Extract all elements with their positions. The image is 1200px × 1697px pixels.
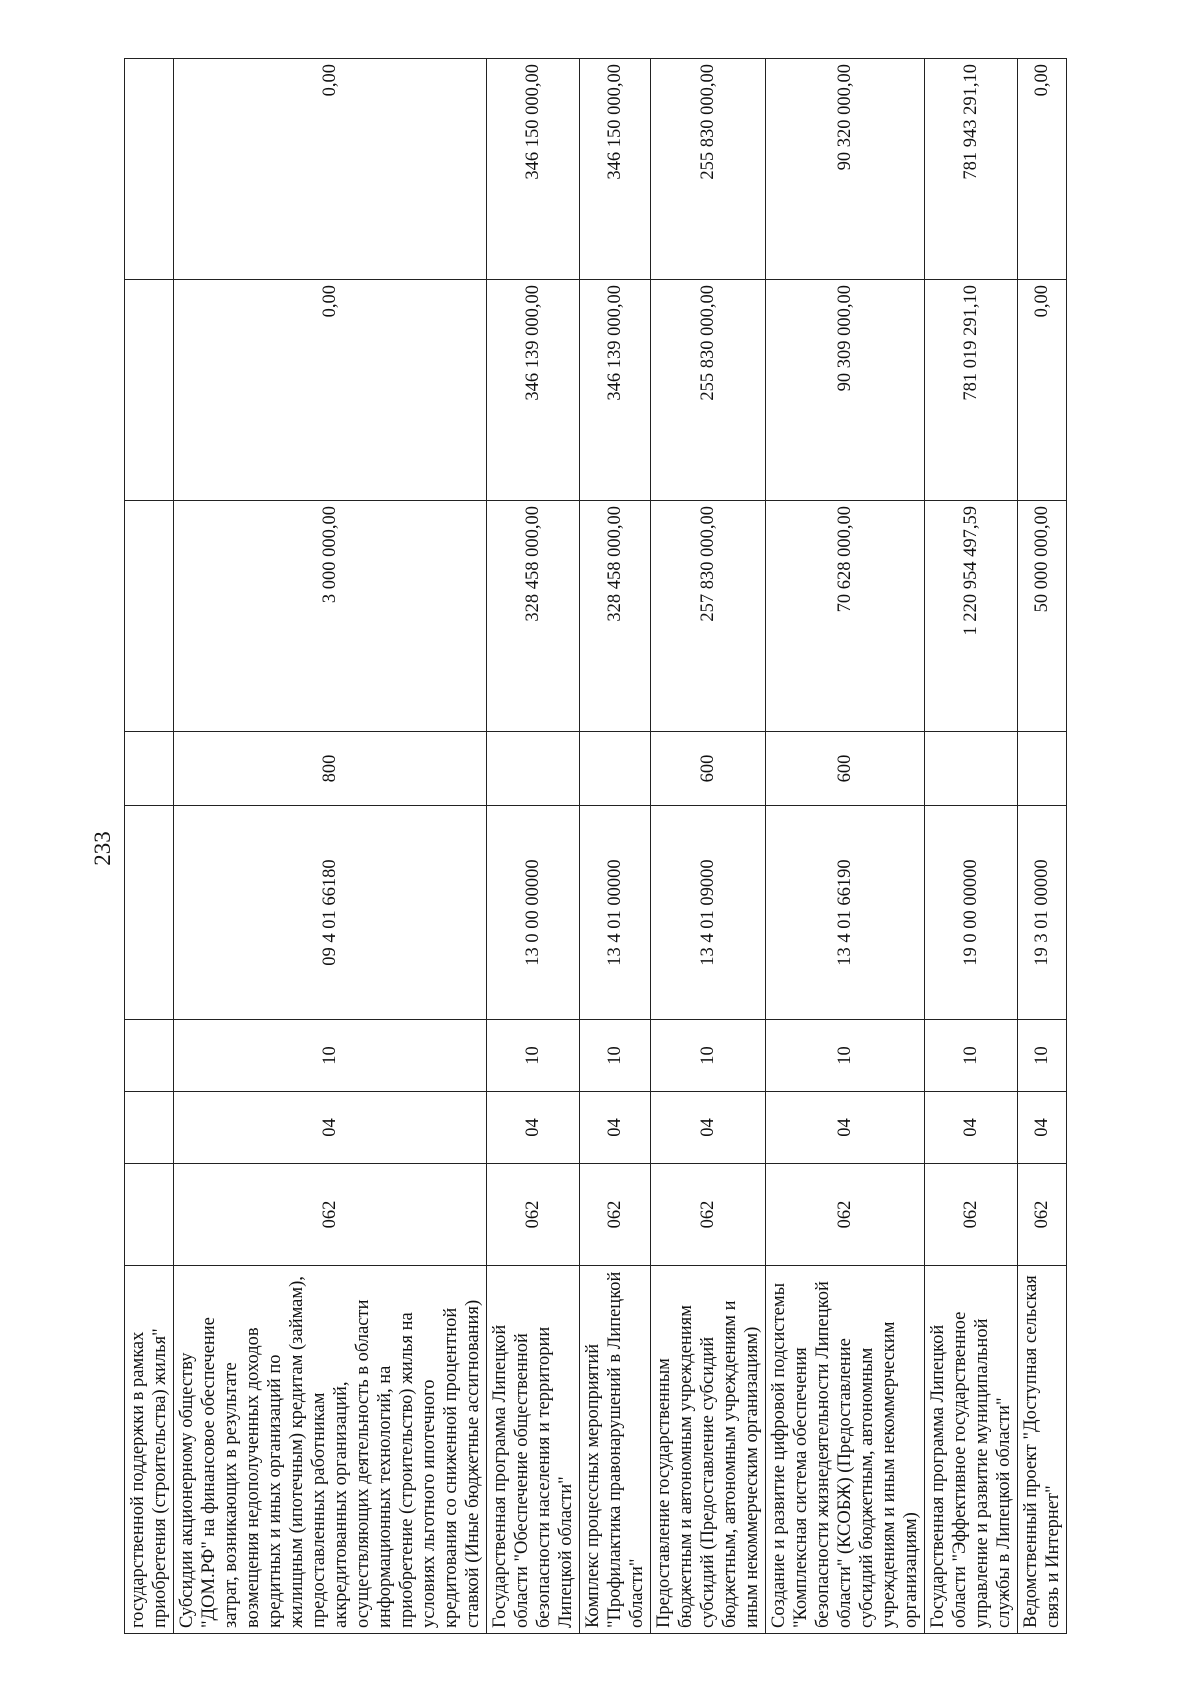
row-name-cell: Создание и развитие цифровой подсистемы "Комплексная система обеспечения безопасности жизнедеятельности Липецкой области" (КСОБЖ) (Предоставление субсидий бюджетным, автономным учреждениям и иным некоммерческим организациям) [766, 1266, 925, 1634]
table-row [580, 59, 651, 1634]
ministry-code-cell: 062 [174, 1164, 487, 1266]
sum-year3-cell: 781 943 291,10 [925, 59, 1018, 280]
target-article-cell: 19 3 01 00000 [1018, 806, 1067, 1020]
table-row [174, 59, 487, 1634]
subsection-code-cell: 10 [925, 1020, 1018, 1092]
row-name-cell: Государственная программа Липецкой области "Обеспечение общественной безопасности населения и территории Липецкой области" [487, 1266, 580, 1634]
sum-year2-cell: 346 139 000,00 [487, 280, 580, 501]
expense-type-cell [1018, 732, 1067, 806]
row-name-cell: Государственная программа Липецкой области "Эффективное государственное управление и развитие муниципальной службы в Липецкой области" [925, 1266, 1018, 1634]
subsection-code-cell [125, 1020, 174, 1092]
sum-year3-cell: 346 150 000,00 [580, 59, 651, 280]
section-code-cell: 04 [651, 1092, 766, 1164]
sum-year2-cell: 346 139 000,00 [580, 280, 651, 501]
page-number: 233 [90, 831, 115, 866]
sum-year1-cell: 3 000 000,00 [174, 501, 487, 732]
budget-table [124, 58, 1067, 1634]
sum-year3-cell: 346 150 000,00 [487, 59, 580, 280]
expense-type-cell [125, 732, 174, 806]
ministry-code-cell: 062 [487, 1164, 580, 1266]
subsection-code-cell: 10 [766, 1020, 925, 1092]
table-row [766, 59, 925, 1634]
target-article-cell [125, 806, 174, 1020]
sum-year1-cell: 50 000 000,00 [1018, 501, 1067, 732]
target-article-cell: 13 0 00 00000 [487, 806, 580, 1020]
sum-year1-cell: 257 830 000,00 [651, 501, 766, 732]
target-article-cell: 19 0 00 00000 [925, 806, 1018, 1020]
subsection-code-cell: 10 [1018, 1020, 1067, 1092]
expense-type-cell: 600 [766, 732, 925, 806]
sum-year2-cell: 781 019 291,10 [925, 280, 1018, 501]
ministry-code-cell: 062 [1018, 1164, 1067, 1266]
expense-type-cell [487, 732, 580, 806]
table-row [125, 59, 174, 1634]
expense-type-cell: 600 [651, 732, 766, 806]
expense-type-cell [580, 732, 651, 806]
sum-year1-cell: 328 458 000,00 [580, 501, 651, 732]
row-name-cell: Субсидии акционерному обществу "ДОМ.РФ" на финансовое обеспечение затрат, возникающих в результате возмещения недополученных доходов кредитных и иных организаций по жилищным (ипотечным) кредитам (займам), предоставленных работникам аккредитованных организаций, осуществляющих деятельность в области информационных технологий, на приобретение (строительство) жилья на условиях льготного ипотечного кредитования со сниженной процентной ставкой (Иные бюджетные ассигнования) [174, 1266, 487, 1634]
target-article-cell: 13 4 01 09000 [651, 806, 766, 1020]
section-code-cell: 04 [174, 1092, 487, 1164]
ministry-code-cell [125, 1164, 174, 1266]
sum-year3-cell: 0,00 [1018, 59, 1067, 280]
sum-year2-cell: 0,00 [1018, 280, 1067, 501]
section-code-cell: 04 [766, 1092, 925, 1164]
section-code-cell: 04 [925, 1092, 1018, 1164]
subsection-code-cell: 10 [580, 1020, 651, 1092]
ministry-code-cell: 062 [766, 1164, 925, 1266]
subsection-code-cell: 10 [174, 1020, 487, 1092]
row-name-cell: Комплекс процессных мероприятий "Профилактика правонарушений в Липецкой области" [580, 1266, 651, 1634]
target-article-cell: 09 4 01 66180 [174, 806, 487, 1020]
sum-year1-cell: 70 628 000,00 [766, 501, 925, 732]
sum-year1-cell: 1 220 954 497,59 [925, 501, 1018, 732]
sum-year1-cell: 328 458 000,00 [487, 501, 580, 732]
expense-type-cell [925, 732, 1018, 806]
table-row [651, 59, 766, 1634]
table-row [1018, 59, 1067, 1634]
ministry-code-cell: 062 [925, 1164, 1018, 1266]
target-article-cell: 13 4 01 00000 [580, 806, 651, 1020]
sum-year1-cell [125, 501, 174, 732]
row-name-cell: Предоставление государственным бюджетным и автономным учреждениям субсидий (Предоставление субсидий бюджетным, автономным учреждениям и иным некоммерческим организациям) [651, 1266, 766, 1634]
sum-year3-cell: 0,00 [174, 59, 487, 280]
section-code-cell: 04 [1018, 1092, 1067, 1164]
sum-year2-cell [125, 280, 174, 501]
table-row [487, 59, 580, 1634]
sum-year2-cell: 90 309 000,00 [766, 280, 925, 501]
ministry-code-cell: 062 [580, 1164, 651, 1266]
sum-year2-cell: 255 830 000,00 [651, 280, 766, 501]
subsection-code-cell: 10 [651, 1020, 766, 1092]
sum-year3-cell: 255 830 000,00 [651, 59, 766, 280]
section-code-cell: 04 [580, 1092, 651, 1164]
row-name-cell: государственной поддержки в рамках приобретения (строительства) жилья" [125, 1266, 174, 1634]
subsection-code-cell: 10 [487, 1020, 580, 1092]
section-code-cell [125, 1092, 174, 1164]
ministry-code-cell: 062 [651, 1164, 766, 1266]
target-article-cell: 13 4 01 66190 [766, 806, 925, 1020]
section-code-cell: 04 [487, 1092, 580, 1164]
sum-year3-cell: 90 320 000,00 [766, 59, 925, 280]
sum-year3-cell [125, 59, 174, 280]
sum-year2-cell: 0,00 [174, 280, 487, 501]
expense-type-cell: 800 [174, 732, 487, 806]
row-name-cell: Ведомственный проект "Доступная сельская связь и Интернет" [1018, 1266, 1067, 1634]
table-body [125, 59, 1067, 1634]
table-row [925, 59, 1018, 1634]
